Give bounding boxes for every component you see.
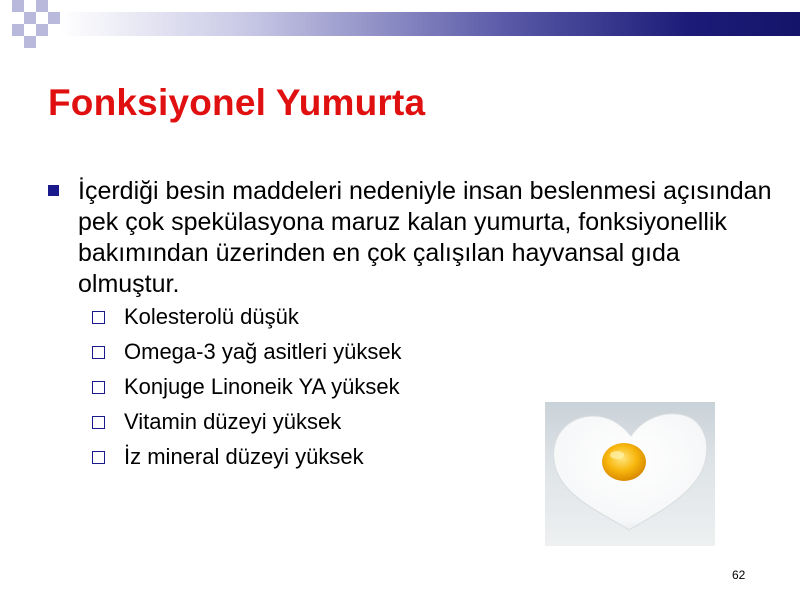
hollow-square-bullet-icon	[92, 416, 105, 429]
sub-bullet-text: Vitamin düzeyi yüksek	[124, 409, 342, 434]
sub-bullet-text: Kolesterolü düşük	[124, 304, 299, 329]
hollow-square-bullet-icon	[92, 381, 105, 394]
deco-square	[24, 12, 36, 24]
sub-bullet-text: Omega-3 yağ asitleri yüksek	[124, 339, 402, 364]
hollow-square-bullet-icon	[92, 451, 105, 464]
sub-bullet-item	[90, 339, 774, 374]
page-number: 62	[732, 568, 746, 582]
deco-square	[48, 12, 60, 24]
square-bullet-icon	[48, 185, 59, 196]
fried-egg-icon	[545, 402, 715, 546]
hollow-square-bullet-icon	[92, 346, 105, 359]
sub-bullet-text: İz mineral düzeyi yüksek	[124, 444, 364, 469]
hollow-square-bullet-icon	[92, 311, 105, 324]
deco-square	[24, 36, 36, 48]
sub-bullet-text: Konjuge Linoneik YA yüksek	[124, 374, 400, 399]
slide-title: Fonksiyonel Yumurta	[48, 82, 426, 123]
header-gradient-bar	[60, 12, 800, 36]
deco-square	[36, 24, 48, 36]
main-bullet-text: İçerdiği besin maddeleri nedeniyle insan beslenmesi açısından pek çok spekülasyona maruz kalan yumurta, fonksiyonellik bakımından üzerinden en çok çalışılan hayvansal gıda olmuştur.	[78, 177, 772, 298]
deco-square	[36, 0, 48, 12]
deco-square	[12, 0, 24, 12]
deco-square	[12, 24, 24, 36]
sub-bullet-item	[90, 304, 774, 339]
heart-egg-image	[545, 402, 715, 546]
